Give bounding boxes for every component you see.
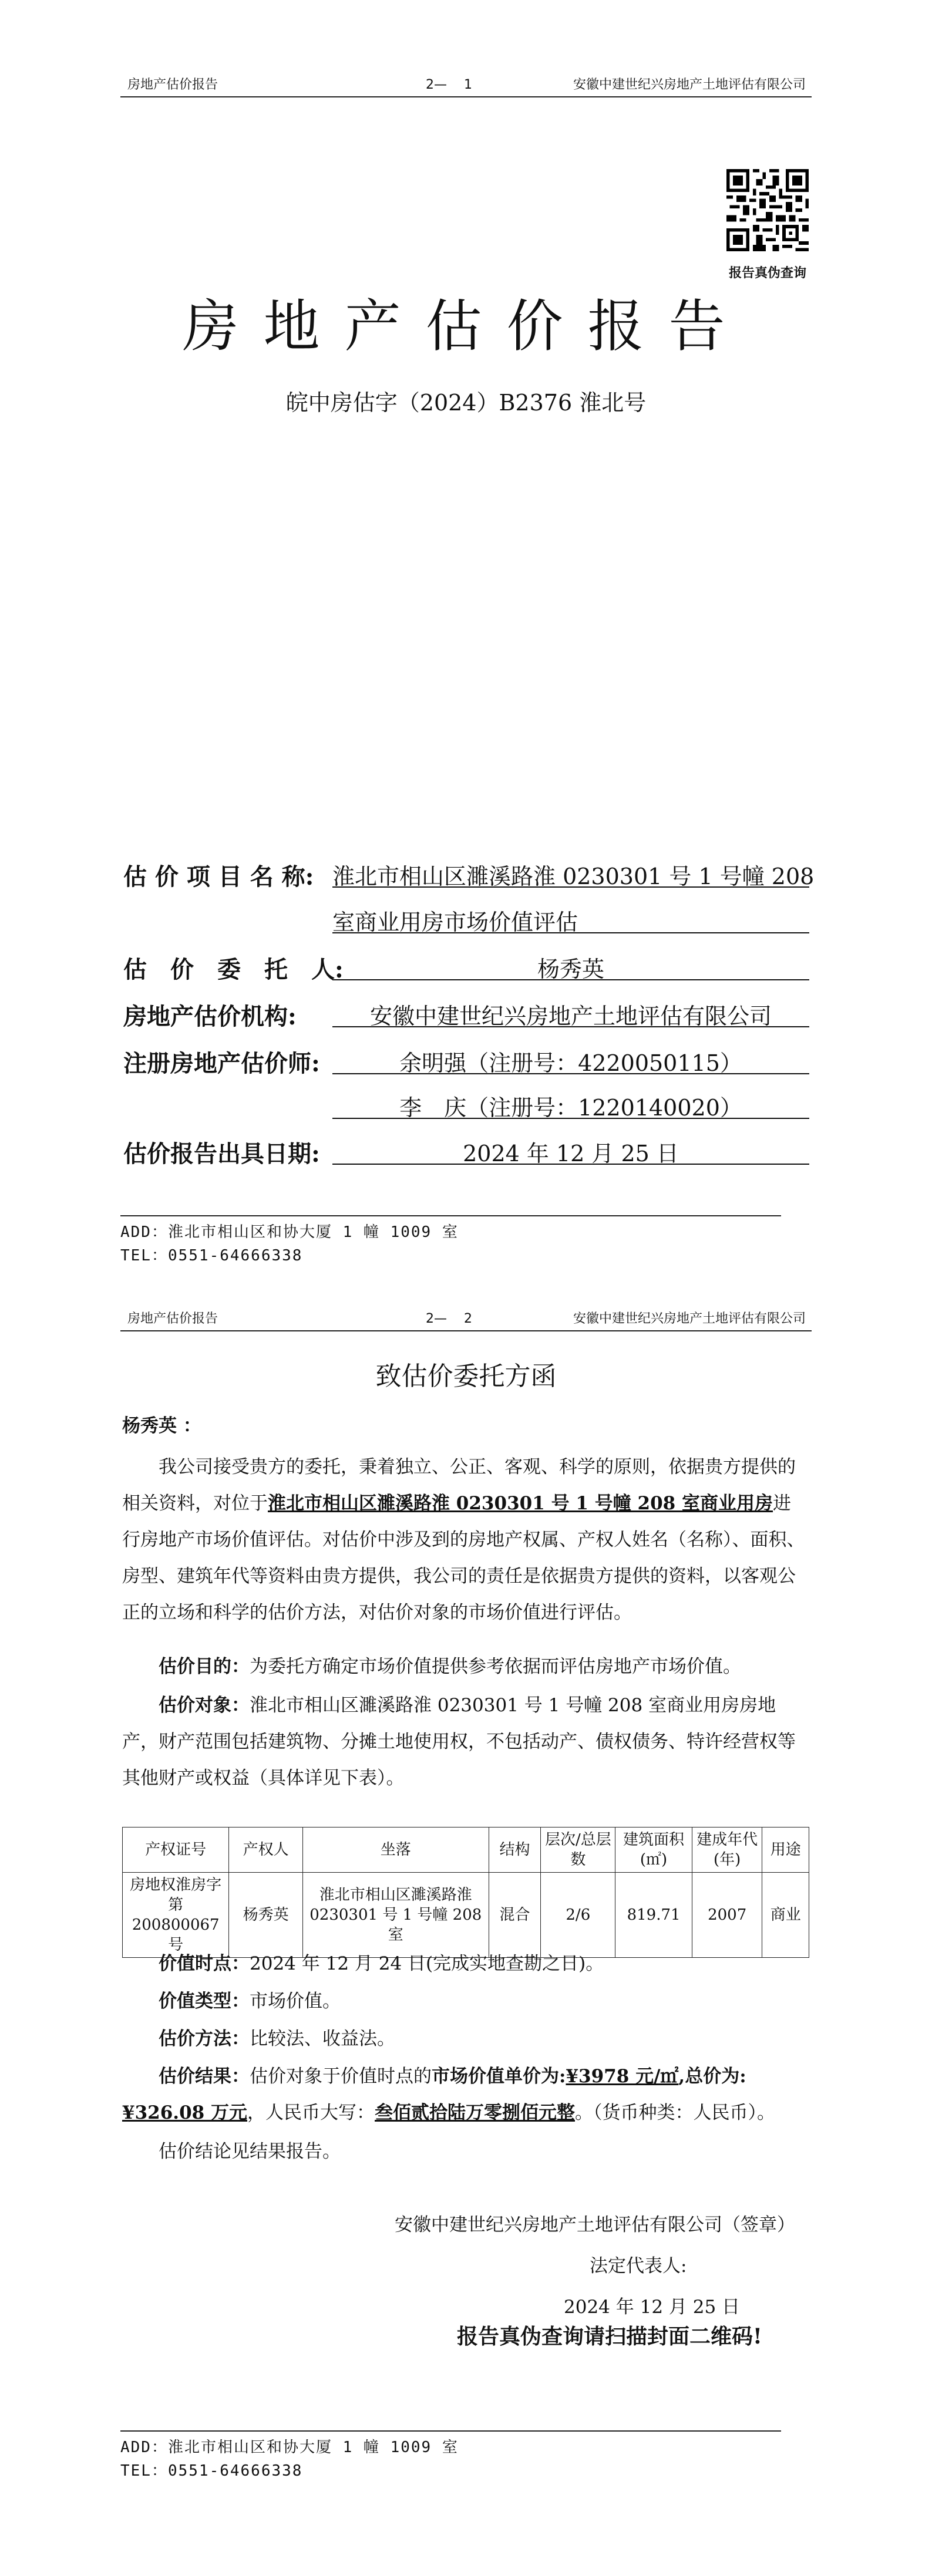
footer-address: ADD：淮北市相山区和协大厦 1 幢 1009 室 — [120, 1223, 459, 1241]
header-title: 房地产估价报告 — [127, 1311, 218, 1326]
page-header — [120, 73, 812, 97]
letter-intro — [122, 1449, 809, 1631]
result-text-c: ,总价为: — [678, 2066, 746, 2087]
underline — [332, 886, 809, 888]
total-price-uppercase: 叁佰贰拾陆万零捌佰元整 — [375, 2102, 576, 2123]
page-header — [120, 1307, 812, 1331]
method-label: 估价方法： — [159, 2028, 250, 2049]
organization-value: 安徽中建世纪兴房地产土地评估有限公司 — [369, 1003, 772, 1029]
object-text: 淮北市相山区濉溪路淮 0230301 号 1 号幢 208 室商业用房房地产，财产范围包括建筑物、分摊土地使用权，不包括动产、债权债务、特许经营权等其他财产或权益（具体详见下表）。 — [122, 1695, 796, 1789]
total-price: ¥326.08 万元 — [122, 2102, 248, 2123]
table-cell: 杨秀英 — [229, 1873, 303, 1958]
header-company: 安徽中建世纪兴房地产土地评估有限公司 — [573, 77, 806, 92]
table-row — [123, 1873, 809, 1958]
intro-property: 淮北市相山区濉溪路淮 0230301 号 1 号幢 208 室商业用房 — [268, 1493, 773, 1514]
underline — [332, 1073, 809, 1074]
value-time-text: 2024 年 12 月 24 日(完成实地查勘之日)。 — [250, 1953, 604, 1974]
verification-note: 报告真伪查询请扫描封面二维码! — [457, 2324, 762, 2349]
result-text-a: 估价对象于价值时点的 — [250, 2066, 432, 2087]
underline — [332, 932, 809, 933]
appraiser-label: 注册房地产估价师: — [123, 1050, 320, 1077]
purpose-label: 估价目的： — [159, 1656, 250, 1677]
result-text-e: 。（货币种类：人民币）。 — [575, 2102, 776, 2123]
project-name-line1: 淮北市相山区濉溪路淮 0230301 号 1 号幢 208 — [332, 864, 815, 889]
table-cell: 商业 — [762, 1873, 809, 1958]
underline — [332, 1118, 809, 1119]
signature-company: 安徽中建世纪兴房地产土地评估有限公司（签章） — [395, 2214, 795, 2236]
value-time-label: 价值时点： — [159, 1953, 250, 1974]
result-text-b: 市场价值单价为: — [432, 2066, 566, 2087]
report-title: 房地产估价报告 — [182, 294, 750, 359]
header-page-number: 2— 2 — [426, 1311, 472, 1326]
underline — [332, 1164, 809, 1165]
value-time — [122, 1946, 809, 1982]
valuation-result — [122, 2058, 809, 2131]
result-label: 估价结果： — [159, 2066, 250, 2087]
letter-title: 致估价委托方函 — [375, 1361, 557, 1391]
table-cell: 2/6 — [541, 1873, 615, 1958]
client-label: 估 价 委 托 人: — [123, 956, 344, 983]
salutation-text: 杨秀英 ： — [122, 1415, 201, 1437]
method-text: 比较法、收益法。 — [250, 2028, 395, 2049]
table-cell: 房地权淮房字第 200800067 号 — [123, 1873, 229, 1958]
header-cell: 产权证号 — [123, 1828, 229, 1873]
header-title: 房地产估价报告 — [127, 77, 218, 92]
header-page-number: 2— 1 — [426, 77, 472, 92]
header-cell: 层次/总层数 — [541, 1828, 615, 1873]
table-cell: 淮北市相山区濉溪路淮 0230301 号 1 号幢 208 室 — [302, 1873, 489, 1958]
underline — [332, 979, 809, 980]
report-date-value: 2024 年 12 月 25 日 — [463, 1141, 679, 1166]
qr-label: 报告真伪查询 — [728, 265, 806, 281]
salutation — [122, 1408, 809, 1444]
purpose — [122, 1648, 809, 1685]
value-type-label: 价值类型： — [159, 1991, 250, 2012]
purpose-text: 为委托方确定市场价值提供参考依据而评估房地产市场价值。 — [250, 1656, 741, 1677]
table-cell: 2007 — [692, 1873, 762, 1958]
signature-date: 2024 年 12 月 25 日 — [564, 2297, 741, 2318]
value-type — [122, 1983, 809, 2019]
header-cell: 坐落 — [302, 1828, 489, 1873]
header-cell: 建筑面积(㎡) — [615, 1828, 692, 1873]
unit-price: ¥3978 元/㎡ — [566, 2066, 679, 2087]
organization-label: 房地产估价机构: — [123, 1003, 297, 1030]
intro-part1: 我公司接受贵方的委托，秉着独立、公正、客观、科学的原则，依据贵方提供的相关资料，对位于 — [122, 1456, 796, 1514]
result-text-d: ，人民币大写： — [247, 2102, 375, 2123]
value-type-text: 市场价值。 — [250, 1991, 341, 2012]
header-company: 安徽中建世纪兴房地产土地评估有限公司 — [573, 1311, 806, 1326]
footer-rule — [120, 1215, 781, 1216]
header-cell: 建成年代(年) — [692, 1828, 762, 1873]
project-name-line2: 室商业用房市场价值评估 — [332, 909, 578, 935]
table-header-row — [123, 1828, 809, 1873]
header-cell: 结构 — [489, 1828, 541, 1873]
intro-part2: 进行房地产市场价值评估。对估价中涉及到的房地产权属、产权人姓名（名称）、面积、房型、建筑年代等资料由贵方提供，我公司的责任是依据贵方提供的资料，以客观公正的立场和科学的估价方法，对估价对象的市场价值进行评估。 — [122, 1493, 805, 1623]
property-table — [122, 1827, 809, 1958]
appraiser-1: 余明强（注册号：4220050115） — [399, 1050, 742, 1076]
header-cell: 产权人 — [229, 1828, 303, 1873]
valuation-object — [122, 1687, 809, 1796]
header-cell: 用途 — [762, 1828, 809, 1873]
object-label: 估价对象： — [159, 1695, 250, 1716]
table-cell: 混合 — [489, 1873, 541, 1958]
underline — [332, 1026, 809, 1027]
footer-phone: TEL：0551-64666338 — [120, 1247, 303, 1265]
table-cell: 819.71 — [615, 1873, 692, 1958]
qr-code-icon[interactable] — [726, 169, 809, 251]
project-name-label: 估 价 项 目 名 称: — [123, 863, 314, 891]
footer-rule — [120, 2430, 781, 2432]
legal-representative: 法定代表人: — [590, 2255, 687, 2277]
appraiser-2: 李 庆（注册号：1220140020） — [399, 1095, 742, 1121]
client-value: 杨秀英 — [537, 956, 604, 982]
document-number: 皖中房估字（2024）B2376 淮北号 — [285, 390, 647, 416]
footer-address: ADD：淮北市相山区和协大厦 1 幢 1009 室 — [120, 2439, 459, 2456]
conclusion: 估价结论见结果报告。 — [159, 2141, 341, 2162]
footer-phone: TEL：0551-64666338 — [120, 2462, 303, 2480]
valuation-method — [122, 2021, 809, 2057]
report-date-label: 估价报告出具日期: — [123, 1140, 320, 1168]
